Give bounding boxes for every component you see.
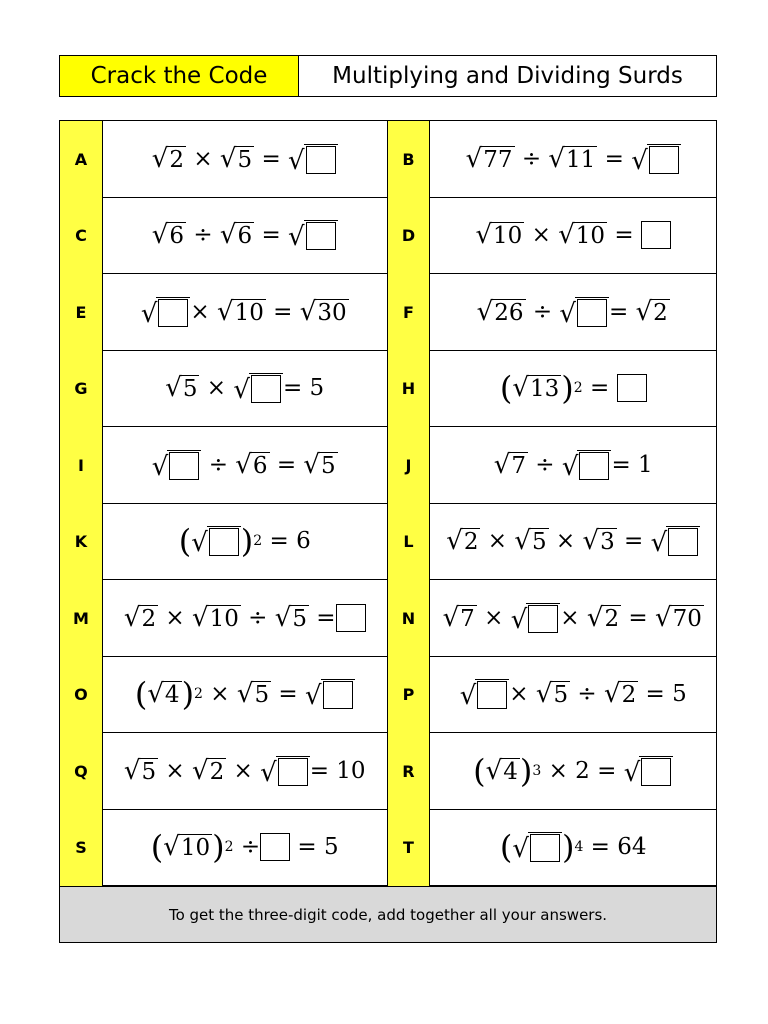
equation-f: √ 26 ÷ √ = √ 2 [430,274,716,351]
puzzle-row [60,504,716,581]
letter-q: Q [60,733,103,810]
equation-l: √ 2 × √ 5 × √ 3 = √ [430,504,716,581]
answer-box-h[interactable] [617,374,647,402]
worksheet-subtitle: Multiplying and Dividing Surds [332,63,683,89]
equation-m: √ 2 × √ 10 ÷ √ 5 = [103,580,388,657]
answer-box-k[interactable] [209,528,239,556]
answer-box-q[interactable] [278,758,308,786]
answer-box-e[interactable] [158,299,188,327]
letter-f: F [388,274,431,351]
letter-g: G [60,351,103,428]
letter-p: P [388,657,431,734]
equation-e: √ × √ 10 = √ 30 [103,274,388,351]
answer-box-s[interactable] [260,833,290,861]
answer-box-i[interactable] [169,452,199,480]
equation-d: √ 10 × √ 10 = [430,198,716,275]
equation-b: √ 77 ÷ √ 11 = √ [430,121,716,198]
equation-g: √ 5 × √ = 5 [103,351,388,428]
puzzle-row [60,657,716,734]
equation-s: ( √ 10 ) 2 ÷ = 5 [103,810,388,887]
worksheet-header [59,55,717,97]
letter-r: R [388,733,431,810]
answer-box-t[interactable] [530,834,560,862]
answer-box-b[interactable] [649,146,679,174]
letter-s: S [60,810,103,887]
letter-k: K [60,504,103,581]
equation-h: ( √ 13 ) 2 = [430,351,716,428]
answer-box-m[interactable] [336,604,366,632]
answer-box-f[interactable] [577,299,607,327]
equation-q: √ 5 × √ 2 × √ = 10 [103,733,388,810]
letter-d: D [388,198,431,275]
puzzle-row [60,810,716,887]
equation-o: ( √ 4 ) 2 × √ 5 = √ [103,657,388,734]
equation-r: ( √ 4 ) 3 × 2 = √ [430,733,716,810]
answer-box-n[interactable] [528,605,558,633]
instructions-footer: To get the three-digit code, add together all your answers. [60,886,716,942]
puzzle-grid [59,120,717,943]
answer-box-g[interactable] [251,375,281,403]
letter-i: I [60,427,103,504]
puzzle-row [60,198,716,275]
letter-a: A [60,121,103,198]
puzzle-row [60,427,716,504]
equation-i: √ ÷ √ 6 = √ 5 [103,427,388,504]
equation-j: √ 7 ÷ √ = 1 [430,427,716,504]
letter-l: L [388,504,431,581]
letter-h: H [388,351,431,428]
equation-t: ( √ ) 4 = 64 [430,810,716,887]
letter-t: T [388,810,431,887]
letter-n: N [388,580,431,657]
answer-box-p[interactable] [477,681,507,709]
answer-box-d[interactable] [641,221,671,249]
equation-k: ( √ ) 2 = 6 [103,504,388,581]
puzzle-row [60,274,716,351]
answer-box-c[interactable] [306,222,336,250]
letter-b: B [388,121,431,198]
answer-box-r[interactable] [641,758,671,786]
equation-p: √ × √ 5 ÷ √ 2 = 5 [430,657,716,734]
answer-box-l[interactable] [668,528,698,556]
equation-a: √ 2 × √ 5 = √ [103,121,388,198]
puzzle-row [60,121,716,198]
puzzle-row [60,733,716,810]
answer-box-o[interactable] [323,681,353,709]
equation-c: √ 6 ÷ √ 6 = √ [103,198,388,275]
crack-the-code-title: Crack the Code [60,56,299,96]
letter-j: J [388,427,431,504]
letter-o: O [60,657,103,734]
letter-e: E [60,274,103,351]
answer-box-j[interactable] [579,452,609,480]
puzzle-row [60,580,716,657]
letter-c: C [60,198,103,275]
answer-box-a[interactable] [306,146,336,174]
puzzle-row [60,351,716,428]
equation-n: √ 7 × √ × √ 2 = √ 70 [430,580,716,657]
letter-m: M [60,580,103,657]
